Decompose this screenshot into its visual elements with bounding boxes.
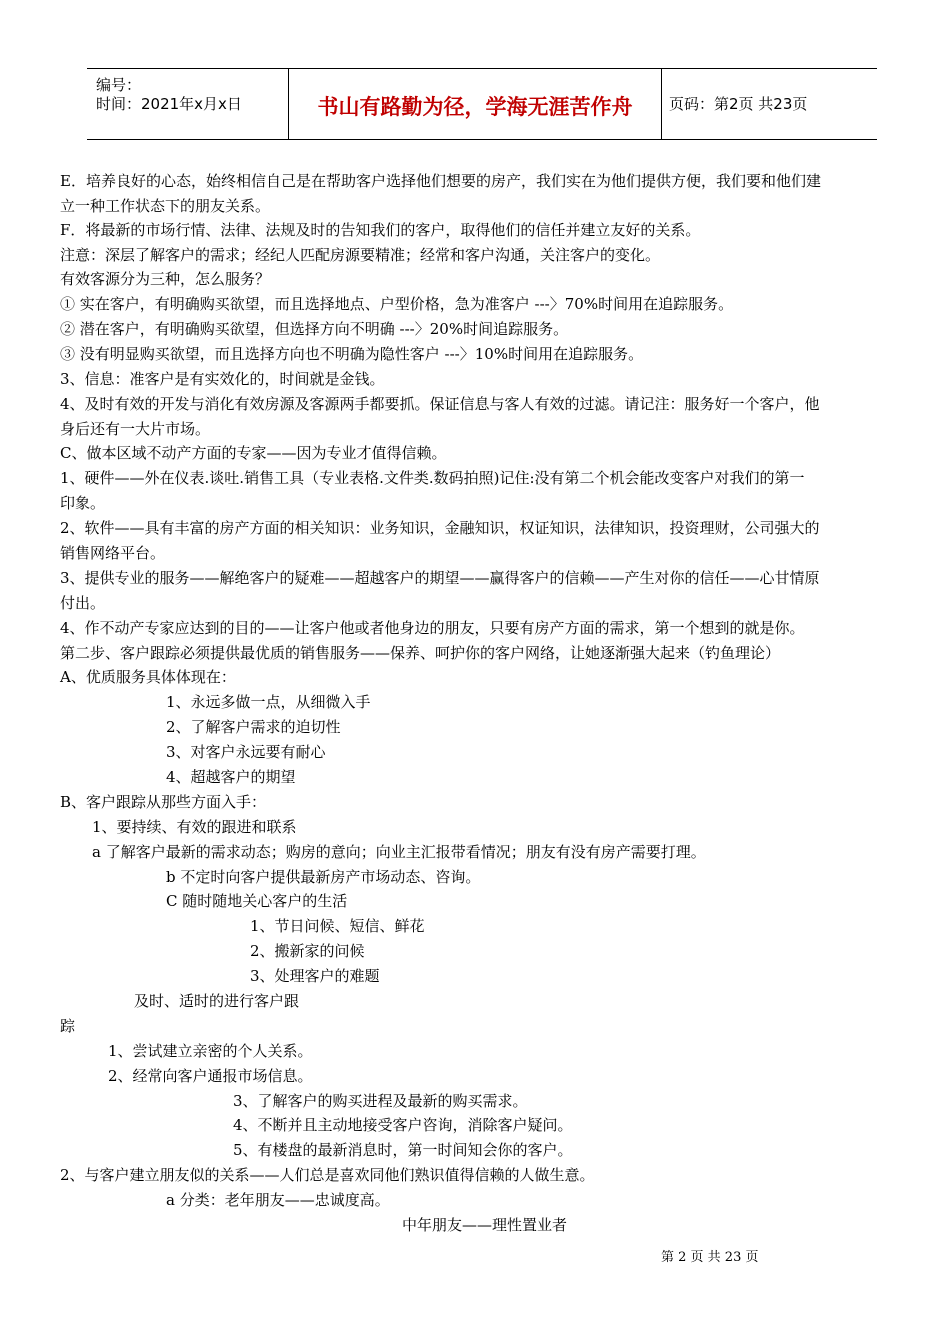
body-line: ③ 没有明显购买欲望，而且选择方向也不明确为隐性客户 ---〉10%时间用在追踪服务。 xyxy=(60,345,644,363)
body-line: 中年朋友——理性置业者 xyxy=(402,1216,568,1234)
body-line: 有效客源分为三种，怎么服务？ xyxy=(60,270,271,288)
page-footer: 第 2 页 共 23 页 xyxy=(661,1250,759,1265)
body-line: 3、处理客户的难题 xyxy=(250,967,380,985)
body-line: 2、与客户建立朋友似的关系——人们总是喜欢同他们熟识值得信赖的人做生意。 xyxy=(60,1166,595,1184)
body-line: 1、尝试建立亲密的个人关系。 xyxy=(108,1042,313,1060)
body-line: 1、节日问候、短信、鲜花 xyxy=(250,917,425,935)
body-line: 2、经常向客户通报市场信息。 xyxy=(108,1067,313,1085)
header-info-cell xyxy=(87,69,288,139)
header-motto-cell xyxy=(288,69,662,139)
body-line: C 随时随地关心客户的生活 xyxy=(166,892,348,910)
body-line: 3、提供专业的服务——解绝客户的疑难——超越客户的期望——赢得客户的信赖——产生对你的信任——心甘情原 xyxy=(60,569,820,587)
body-line: 2、了解客户需求的迫切性 xyxy=(166,718,341,736)
body-line: 注意：深层了解客户的需求；经纪人匹配房源要精准；经常和客户沟通，关注客户的变化。 xyxy=(60,246,661,264)
header-motto: 书山有路勤为径，学海无涯苦作舟 xyxy=(317,95,633,119)
body-line: a 分类：老年朋友——忠诚度高。 xyxy=(166,1191,390,1209)
document-header xyxy=(87,68,877,140)
body-line: F．将最新的市场行情、法律、法规及时的告知我们的客户，取得他们的信任并建立友好的关系。 xyxy=(60,221,701,239)
body-line: 5、有楼盘的最新消息时，第一时间知会你的客户。 xyxy=(233,1141,573,1159)
body-line: 3、了解客户的购买进程及最新的购买需求。 xyxy=(233,1092,528,1110)
body-line: 4、作不动产专家应达到的目的——让客户他或者他身边的朋友，只要有房产方面的需求，第一个想到的就是你。 xyxy=(60,619,805,637)
body-line: ① 实在客户，有明确购买欲望，而且选择地点、户型价格，急为准客户 ---〉70%时间用在追踪服务。 xyxy=(60,295,734,313)
body-line: A、优质服务具体体现在： xyxy=(60,668,236,686)
body-line: 2、搬新家的问候 xyxy=(250,942,365,960)
document-number-label: 编号： xyxy=(96,76,142,94)
body-line: 4、及时有效的开发与消化有效房源及客源两手都要抓。保证信息与客人有效的过滤。请记注：服务好一个客户，他 xyxy=(60,395,820,413)
body-line: a 了解客户最新的需求动态；购房的意向；向业主汇报带看情况；朋友有没有房产需要打理。 xyxy=(92,843,706,861)
body-line: 及时、适时的进行客户跟 xyxy=(134,992,300,1010)
header-page-cell xyxy=(661,69,877,139)
body-line: 4、超越客户的期望 xyxy=(166,768,296,786)
body-line: 3、对客户永远要有耐心 xyxy=(166,743,326,761)
body-line: 4、不断并且主动地接受客户咨询，消除客户疑问。 xyxy=(233,1116,573,1134)
body-line: 2、软件——具有丰富的房产方面的相关知识：业务知识，金融知识，权证知识，法律知识，投资理财，公司强大的 xyxy=(60,519,820,537)
body-line: B、客户跟踪从那些方面入手： xyxy=(60,793,267,811)
header-page-code: 页码：第2页 共23页 xyxy=(669,95,808,113)
body-line: 1、要持续、有效的跟进和联系 xyxy=(92,818,297,836)
body-line: 立一种工作状态下的朋友关系。 xyxy=(60,197,271,215)
body-line: 第二步、客户跟踪必须提供最优质的销售服务——保养、呵护你的客户网络，让她逐渐强大起来（钓鱼理论） xyxy=(60,644,781,662)
body-line: 印象。 xyxy=(60,494,106,512)
body-line: 3、信息：准客户是有实效化的，时间就是金钱。 xyxy=(60,370,385,388)
body-line: b 不定时向客户提供最新房产市场动态、咨询。 xyxy=(166,868,481,886)
body-line: E．培养良好的心态，始终相信自己是在帮助客户选择他们想要的房产，我们实在为他们提供方便，我们要和他们建 xyxy=(60,172,821,190)
body-line: 付出。 xyxy=(60,594,106,612)
body-line: 销售网络平台。 xyxy=(60,544,166,562)
body-line: 踪 xyxy=(60,1017,76,1035)
document-time-label: 时间：2021年x月x日 xyxy=(96,95,242,113)
body-line: C、做本区域不动产方面的专家——因为专业才值得信赖。 xyxy=(60,444,447,462)
body-line: ② 潜在客户，有明确购买欲望，但选择方向不明确 ---〉20%时间追踪服务。 xyxy=(60,320,569,338)
body-line: 身后还有一大片市场。 xyxy=(60,420,211,438)
body-line: 1、硬件——外在仪表.谈吐.销售工具（专业表格.文件类.数码拍照)记住:没有第二个机会能改变客户对我们的第一 xyxy=(60,469,805,487)
body-line: 1、永远多做一点，从细微入手 xyxy=(166,693,371,711)
